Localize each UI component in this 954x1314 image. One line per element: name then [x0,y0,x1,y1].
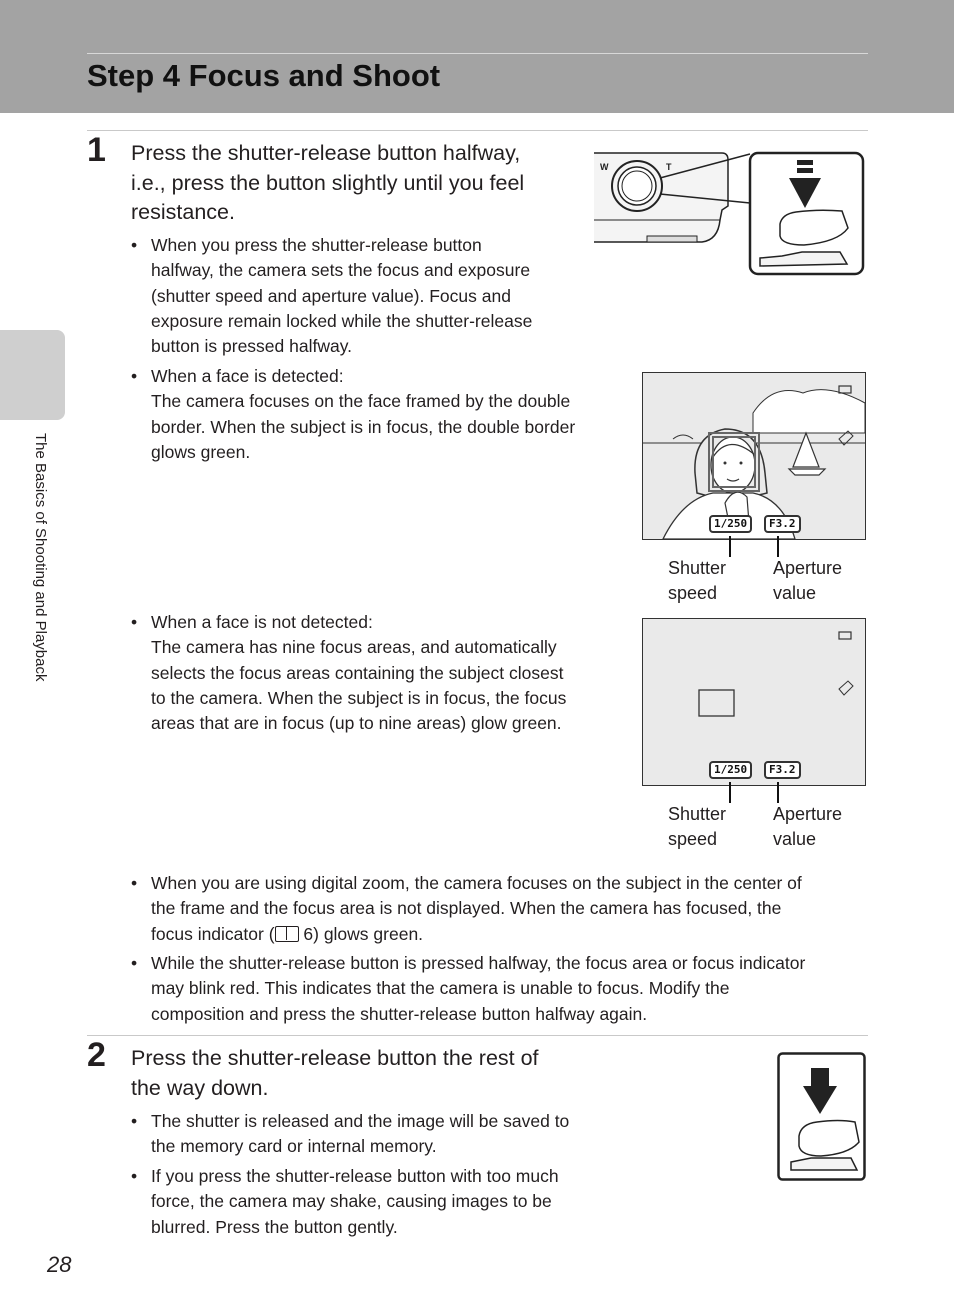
bullet-text: focus indicator ( [151,923,275,944]
tele-label: T [666,162,672,172]
page-title: Step 4 Focus and Shoot [87,58,441,93]
shutter-speed-caption [668,802,726,852]
caption-line: value [773,829,817,849]
caption-line: Aperture [773,558,843,578]
monitor-no-face [642,618,866,786]
step-number: 1 [87,131,106,169]
shutter-speed-caption [668,556,726,606]
caption-line: value [773,583,817,603]
bullet-text: The camera focuses on the face framed by the double [151,391,571,412]
bullet-text: force, the camera may shake, causing images to be [151,1191,552,1212]
step-heading-line: resistance. [131,200,235,224]
shutter-speed-indicator: 1/250 [709,515,752,533]
bullet-text: button is pressed halfway. [151,336,353,357]
bullet-text: The shutter is released and the image will be saved to [151,1111,570,1131]
bullet-text: blurred. Press the button gently. [151,1216,398,1237]
section-tab [0,330,65,420]
bullet-text: the memory card or internal memory. [151,1136,437,1157]
bullet-dot: • [131,612,138,632]
bullet-text: areas that are in focus (up to nine areas) glow green. [151,713,562,734]
page-number: 28 [47,1252,72,1277]
step-heading-line: the way down. [131,1075,269,1100]
shutter-speed-pointer [729,782,731,803]
monitor-face-detected [642,372,866,540]
bullet-text: While the shutter-release button is pressed halfway, the focus area or focus indicator [151,953,806,973]
caption-line: Shutter [668,558,727,578]
caption-line: speed [668,829,718,849]
camera-shutter-half-press-illustration [592,148,867,280]
bullet-item [131,364,575,465]
bullet-item [131,871,802,947]
bullet-dot: • [131,366,138,386]
bullet-item [131,951,805,1027]
bullet-text: When you are using digital zoom, the camera focuses on the subject in the center of [151,873,802,893]
bullet-item [131,1109,569,1160]
bullet-text: to the camera. When the subject is in focus, the focus [151,687,567,708]
bullet-text: may blink red. This indicates that the camera is unable to focus. Modify the [151,978,730,999]
focus-area-illustration [643,619,865,785]
caption-line: Shutter [668,804,727,824]
section-label: The Basics of Shooting and Playback [32,433,49,682]
step-heading-line: Press the shutter-release button the rest of [131,1046,539,1070]
bullet-text: border. When the subject is in focus, the double border [151,416,576,437]
bullet-dot: • [131,953,138,973]
bullet-text: the frame and the focus area is not displayed. When the camera has focused, the [151,898,782,919]
aperture-pointer [777,536,779,557]
divider [87,130,868,131]
divider [87,1035,868,1036]
header-rule [87,53,868,54]
bullet-item [131,233,532,359]
step-number: 2 [87,1036,106,1074]
bullet-text: When a face is detected: [151,366,344,386]
wide-label: W [600,162,609,172]
bullet-text: exposure remain locked while the shutter-release [151,310,533,331]
bullet-text: 6) glows green. [298,923,424,944]
face-scene-illustration [643,373,865,539]
page-header [0,0,954,113]
shutter-speed-pointer [729,536,731,557]
bullet-text: selects the focus areas containing the subject closest [151,662,564,683]
bullet-text: The camera has nine focus areas, and automatically [151,637,557,658]
aperture-indicator: F3.2 [764,515,801,533]
step-heading [131,139,524,228]
aperture-pointer [777,782,779,803]
book-icon [275,926,299,942]
bullet-text: composition and press the shutter-release button halfway again. [151,1003,648,1024]
aperture-caption [773,802,842,852]
bullet-text: glows green. [151,441,251,462]
bullet-dot: • [131,235,138,255]
step-heading [131,1044,539,1103]
bullet-text: If you press the shutter-release button with too much [151,1166,559,1186]
caption-line: speed [668,583,718,603]
aperture-caption [773,556,842,606]
bullet-text: When a face is not detected: [151,612,373,632]
bullet-item [131,610,566,736]
bullet-item [131,1164,559,1240]
aperture-indicator: F3.2 [764,761,801,779]
bullet-text: halfway, the camera sets the focus and exposure [151,260,531,281]
bullet-dot: • [131,873,138,893]
bullet-text: (shutter speed and aperture value). Focus and [151,285,511,306]
caption-line: Aperture [773,804,843,824]
bullet-text: When you press the shutter-release button [151,235,482,255]
step-heading-line: Press the shutter-release button halfway, [131,141,521,165]
bullet-dot: • [131,1166,138,1186]
shutter-full-press-illustration [777,1052,866,1181]
shutter-speed-indicator: 1/250 [709,761,752,779]
bullet-dot: • [131,1111,138,1131]
step-heading-line: i.e., press the button slightly until you feel [131,170,525,195]
